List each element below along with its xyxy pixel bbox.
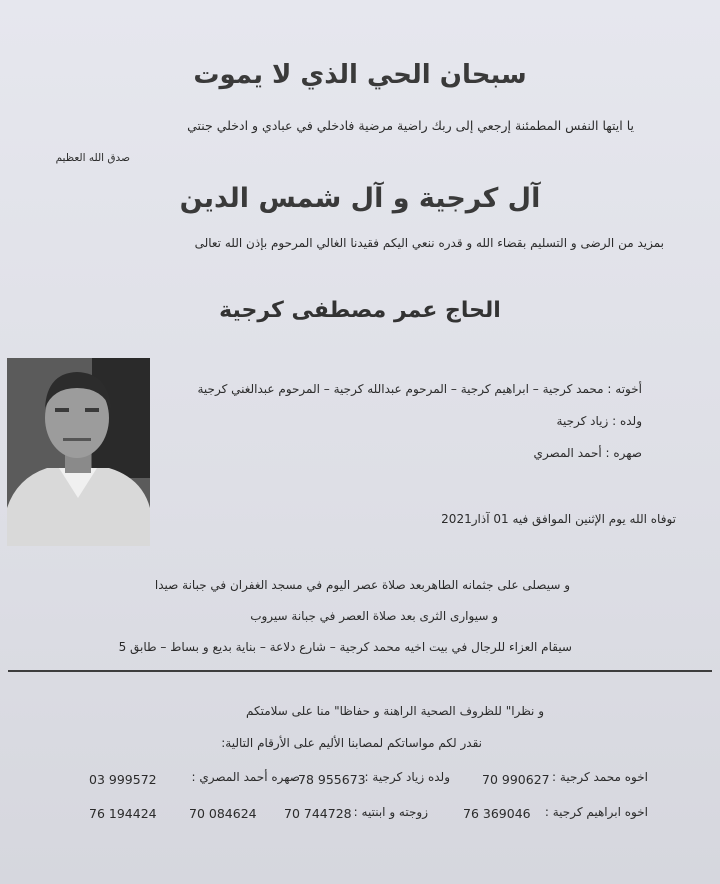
family-names: آل كرجية و آل شمس الدين — [179, 183, 541, 214]
divider — [8, 670, 712, 672]
contact-phone: 70 084624 — [189, 806, 257, 821]
funeral-prayer: و سيصلى على جثمانه الطاهربعد صلاة عصر اليوم في مسجد الغفران في جبانة صيدا — [154, 578, 570, 592]
condolence-location: سيقام العزاء للرجال في بيت اخيه محمد كرجية – شارع دلاعة – بناية بديع و بساط – طابق 5 — [118, 640, 572, 654]
contact-label: ولده زياد كرجية : — [364, 770, 450, 784]
contact-phone: 70 744728 — [284, 806, 352, 821]
contact-phone: 70 990627 — [482, 772, 550, 787]
brothers-list: أخوته : محمد كرجية – ابراهيم كرجية – المرحوم عبدالله كرجية – المرحوم عبدالغني كرجية — [197, 382, 642, 396]
contact-label: زوجته و ابنتيه : — [353, 805, 428, 819]
contact-label: اخوه ابراهيم كرجية : — [544, 805, 648, 819]
deceased-photo — [7, 358, 150, 546]
health-note: و نظرا" للظروف الصحية الراهنة و حفاظا" منا على سلامتكم — [245, 704, 544, 718]
contact-phone: 78 955673 — [298, 772, 366, 787]
burial-info: و سيوارى الثرى بعد صلاة العصر في جبانة سيروب — [250, 609, 498, 623]
deceased-name: الحاج عمر مصطفى كرجية — [219, 298, 501, 323]
quran-verse: يا ايتها النفس المطمئنة إرجعي إلى ربك راضية مرضية فادخلي في عبادي و ادخلي جنتي — [187, 118, 634, 133]
verse-source: صدق الله العظيم — [55, 152, 130, 164]
contact-phone: 76 194424 — [89, 806, 157, 821]
portrait-illustration — [7, 358, 150, 546]
announcement-text: بمزيد من الرضى و التسليم بقضاء الله و قدره ننعي اليكم فقيدنا الغالي المرحوم بإذن الله تعالى — [194, 236, 664, 250]
contact-label: صهره أحمد المصري : — [191, 770, 300, 784]
verse-title: سبحان الحي الذي لا يموت — [193, 60, 527, 90]
contact-phone: 76 369046 — [463, 806, 531, 821]
contact-label: اخوه محمد كرجية : — [552, 770, 648, 784]
son-name: ولده : زياد كرجية — [556, 414, 642, 428]
in-law-name: صهره : أحمد المصري — [533, 446, 642, 460]
contact-phone: 03 999572 — [89, 772, 157, 787]
death-date: توفاه الله يوم الإثنين الموافق فيه 01 آذار2021 — [441, 512, 676, 526]
condolence-offer: نقدر لكم مواساتكم لمصابنا الأليم على الأرقام التالية: — [221, 736, 482, 750]
